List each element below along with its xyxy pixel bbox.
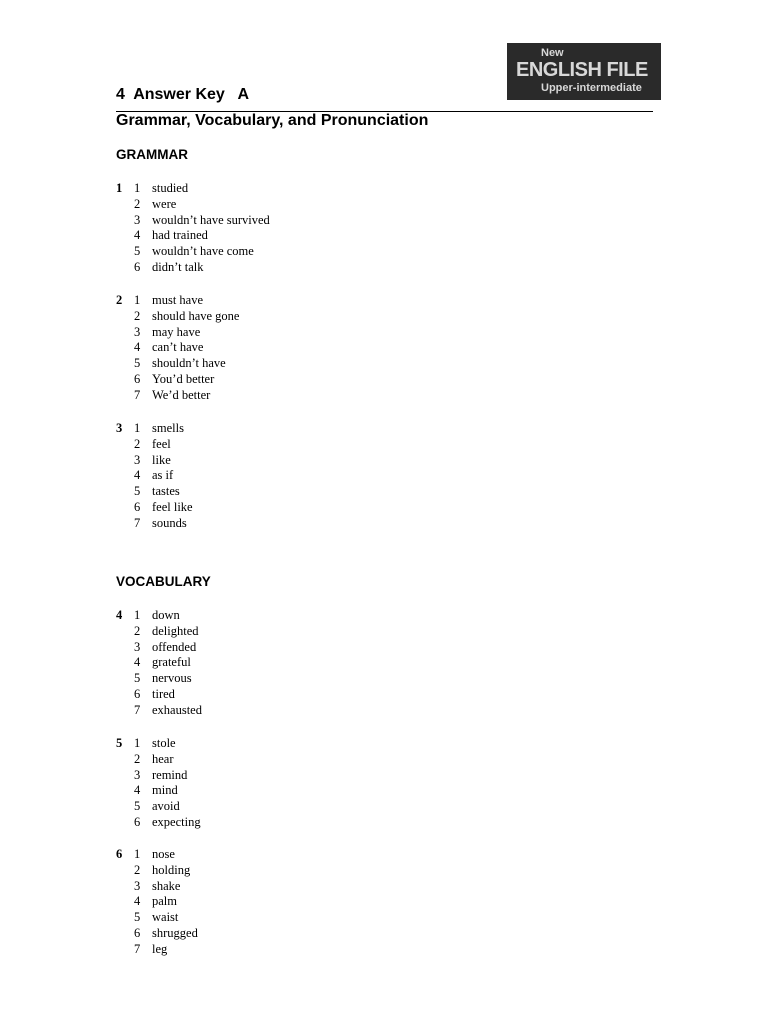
item-number: 5 — [134, 799, 141, 813]
list-item — [116, 863, 416, 879]
item-number: 5 — [134, 244, 141, 258]
section-heading-grammar: GRAMMAR — [116, 147, 188, 162]
item-number: 3 — [134, 639, 141, 654]
item-number: 3 — [134, 452, 141, 467]
item-answer: shake — [152, 878, 181, 893]
item-answer: must have — [152, 293, 204, 307]
list-item — [116, 500, 416, 516]
logo-line-new: New — [541, 47, 564, 59]
item-number: 5 — [134, 484, 141, 498]
item-answer: smells — [152, 421, 184, 435]
exercise-number: 3 — [116, 421, 123, 435]
list-item — [116, 228, 416, 244]
item-answer: palm — [152, 894, 177, 909]
list-item — [116, 421, 416, 437]
list-item — [116, 244, 416, 260]
item-answer: didn’t talk — [152, 259, 204, 274]
item-answer: nervous — [152, 671, 192, 685]
item-number: 1 — [134, 608, 141, 622]
item-answer: like — [152, 452, 171, 467]
list-item — [116, 926, 416, 942]
item-answer: exhausted — [152, 702, 202, 717]
item-answer: shouldn’t have — [152, 356, 226, 370]
item-answer: stole — [152, 736, 176, 750]
item-answer: waist — [152, 910, 179, 924]
item-number: 3 — [134, 324, 141, 339]
item-answer: avoid — [152, 799, 180, 813]
item-answer: mind — [152, 783, 178, 798]
item-number: 4 — [134, 228, 141, 243]
item-answer: hear — [152, 751, 174, 766]
list-item — [116, 325, 416, 341]
list-item — [116, 213, 416, 229]
item-answer: expecting — [152, 814, 201, 829]
exercise-number: 1 — [116, 181, 123, 195]
item-number: 6 — [134, 686, 141, 701]
item-answer: holding — [152, 862, 191, 877]
item-number: 2 — [134, 751, 141, 766]
section-heading-vocabulary: VOCABULARY — [116, 574, 211, 589]
item-answer: may have — [152, 324, 201, 339]
item-number: 3 — [134, 212, 141, 227]
item-answer: had trained — [152, 228, 208, 243]
exercise-4 — [116, 608, 416, 718]
item-number: 7 — [134, 515, 141, 530]
item-answer: grateful — [152, 655, 191, 670]
item-number: 2 — [134, 623, 141, 638]
list-item — [116, 624, 416, 640]
item-number: 1 — [134, 293, 141, 307]
item-answer: wouldn’t have survived — [152, 212, 270, 227]
list-item — [116, 847, 416, 863]
list-item — [116, 293, 416, 309]
item-number: 6 — [134, 925, 141, 940]
item-answer: were — [152, 196, 177, 211]
item-number: 1 — [134, 847, 141, 861]
item-answer: feel — [152, 436, 171, 451]
item-answer: We’d better — [152, 387, 211, 402]
list-item — [116, 340, 416, 356]
item-number: 1 — [134, 421, 141, 435]
list-item — [116, 671, 416, 687]
list-item — [116, 815, 416, 831]
item-number: 6 — [134, 814, 141, 829]
english-file-logo — [507, 43, 661, 100]
item-number: 4 — [134, 468, 141, 483]
exercise-number: 2 — [116, 293, 123, 307]
list-item — [116, 783, 416, 799]
item-answer: down — [152, 608, 180, 622]
item-number: 2 — [134, 196, 141, 211]
item-number: 4 — [134, 655, 141, 670]
list-item — [116, 437, 416, 453]
list-item — [116, 799, 416, 815]
list-item — [116, 309, 416, 325]
item-number: 5 — [134, 671, 141, 685]
logo-line-brand: ENGLISH FILE — [516, 59, 648, 81]
list-item — [116, 197, 416, 213]
item-number: 2 — [134, 862, 141, 877]
list-item — [116, 910, 416, 926]
item-number: 5 — [134, 356, 141, 370]
item-answer: should have gone — [152, 308, 240, 323]
item-number: 2 — [134, 436, 141, 451]
exercise-number: 6 — [116, 847, 123, 861]
item-number: 3 — [134, 767, 141, 782]
item-number: 5 — [134, 910, 141, 924]
list-item — [116, 736, 416, 752]
item-number: 4 — [134, 894, 141, 909]
list-item — [116, 484, 416, 500]
item-answer: studied — [152, 181, 189, 195]
item-number: 7 — [134, 702, 141, 717]
list-item — [116, 356, 416, 372]
item-answer: remind — [152, 767, 188, 782]
item-answer: as if — [152, 468, 174, 483]
item-number: 4 — [134, 340, 141, 355]
exercise-3 — [116, 421, 416, 531]
item-number: 7 — [134, 941, 141, 956]
list-item — [116, 879, 416, 895]
item-answer: shrugged — [152, 925, 198, 940]
item-number: 1 — [134, 181, 141, 195]
exercise-number: 4 — [116, 608, 123, 622]
item-number: 2 — [134, 308, 141, 323]
list-item — [116, 388, 416, 404]
item-number: 3 — [134, 878, 141, 893]
logo-line-level: Upper-intermediate — [541, 82, 642, 94]
item-number: 4 — [134, 783, 141, 798]
item-answer: feel like — [152, 499, 193, 514]
exercise-number: 5 — [116, 736, 123, 750]
list-item — [116, 655, 416, 671]
item-number: 1 — [134, 736, 141, 750]
item-number: 6 — [134, 259, 141, 274]
list-item — [116, 372, 416, 388]
list-item — [116, 260, 416, 276]
list-item — [116, 453, 416, 469]
page-subtitle: Grammar, Vocabulary, and Pronunciation — [116, 112, 429, 129]
exercise-6 — [116, 847, 416, 957]
list-item — [116, 768, 416, 784]
exercise-1 — [116, 181, 416, 276]
item-answer: You’d better — [152, 371, 215, 386]
list-item — [116, 640, 416, 656]
item-answer: sounds — [152, 515, 187, 530]
list-item — [116, 752, 416, 768]
item-answer: tired — [152, 686, 175, 701]
exercise-2 — [116, 293, 416, 403]
item-answer: nose — [152, 847, 175, 861]
item-number: 6 — [134, 371, 141, 386]
list-item — [116, 687, 416, 703]
item-answer: can’t have — [152, 340, 204, 355]
exercise-5 — [116, 736, 416, 831]
list-item — [116, 468, 416, 484]
item-answer: offended — [152, 639, 197, 654]
list-item — [116, 942, 416, 958]
list-item — [116, 703, 416, 719]
item-number: 6 — [134, 499, 141, 514]
list-item — [116, 181, 416, 197]
page-title: 4 Answer Key A — [116, 86, 250, 103]
item-answer: delighted — [152, 623, 199, 638]
item-answer: wouldn’t have come — [152, 244, 254, 258]
list-item — [116, 894, 416, 910]
list-item — [116, 516, 416, 532]
item-number: 7 — [134, 387, 141, 402]
list-item — [116, 608, 416, 624]
item-answer: leg — [152, 941, 168, 956]
item-answer: tastes — [152, 484, 180, 498]
